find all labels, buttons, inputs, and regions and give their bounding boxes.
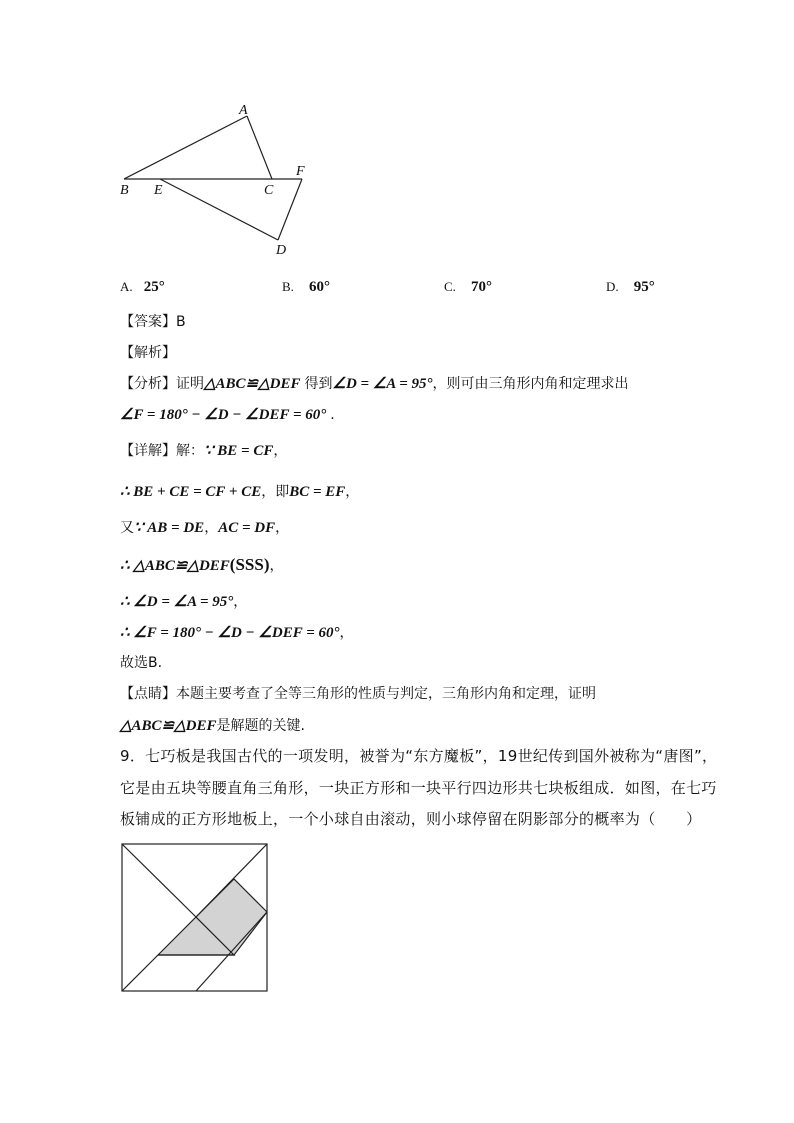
sum-formula: ∴ BE + CE = CF + CE <box>120 484 262 500</box>
option-letter: B. <box>282 279 294 294</box>
congruence-formula: △ABC≌△DEF <box>120 718 217 734</box>
option-d <box>606 276 655 296</box>
detail-line-7: 故选B. <box>120 655 163 671</box>
option-value: 70° <box>471 279 493 295</box>
answer-line <box>120 312 186 332</box>
comment-text: 本题主要考查了全等三角形的性质与判定，三角形内角和定理，证明 <box>176 686 596 702</box>
option-value: 25° <box>143 279 165 295</box>
detail-tag: 【详解】 <box>120 443 176 459</box>
analysis-tag: 【解析】 <box>120 345 176 361</box>
segment-ba <box>124 116 247 179</box>
detail-text: ，即 <box>261 484 290 500</box>
ab-de-formula: ∵ AB = DE <box>134 520 205 536</box>
detail-line-6 <box>120 623 354 643</box>
angle-d-formula: ∴ ∠D = ∠A = 95° <box>120 594 234 610</box>
detail-text: ， <box>204 520 219 536</box>
answer-tag: 【答案】 <box>120 314 176 330</box>
angle-f-formula: ∠F = 180° − ∠D − ∠DEF = 60° <box>120 407 327 423</box>
tangram-line <box>122 955 158 991</box>
detail-text: ， <box>339 625 354 641</box>
option-value: 95° <box>633 279 655 295</box>
comment-text: 是解题的关键. <box>216 718 305 734</box>
label-e: E <box>154 183 163 198</box>
angle-f-formula: ∴ ∠F = 180° − ∠D − ∠DEF = 60° <box>120 625 340 641</box>
fenxi-text: 得到 <box>304 376 333 392</box>
detail-text: ， <box>275 520 290 536</box>
detail-text: 解： <box>176 443 204 459</box>
comment-line-2 <box>120 716 305 736</box>
fenxi-text: 证明 <box>176 376 204 392</box>
label-f: F <box>296 164 305 179</box>
segment-fd <box>278 179 302 240</box>
be-cf-formula: ∵ BE = CF <box>204 443 274 459</box>
option-letter: D. <box>606 279 619 294</box>
angle-formula: ∠D = ∠A = 95° <box>332 376 433 392</box>
detail-line-4 <box>120 555 283 576</box>
detail-text: ， <box>345 484 360 500</box>
detail-line-5 <box>120 592 247 612</box>
detail-text: ， <box>269 558 284 574</box>
bc-ef-formula: BC = EF <box>289 484 346 500</box>
label-d: D <box>276 243 287 258</box>
question-9-line-2: 它是由五块等腰直角三角形，一块正方形和一块平行四边形共七块板组成．如图，在七巧 <box>120 779 717 797</box>
comment-line-1 <box>120 684 596 704</box>
tangram-diagonal <box>122 844 196 917</box>
answer-value: B <box>176 314 186 330</box>
fenxi-line-1 <box>120 374 629 394</box>
option-a <box>120 276 165 296</box>
fenxi-period: . <box>330 407 335 423</box>
ac-df-formula: AC = DF <box>218 520 276 536</box>
option-c <box>444 276 492 296</box>
congruence-formula: ∴ △ABC≌△DEF <box>120 558 230 574</box>
detail-text: 又 <box>120 520 134 536</box>
label-c: C <box>264 183 274 198</box>
detail-line-2 <box>120 482 359 502</box>
detail-text: ， <box>233 594 248 610</box>
comment-tag: 【点睛】 <box>120 686 176 702</box>
detail-line-1 <box>120 441 287 461</box>
segment-ed <box>160 179 278 240</box>
option-value: 60° <box>309 279 331 295</box>
label-a: A <box>239 103 248 118</box>
detail-text: ， <box>273 443 288 459</box>
question-9-line-1: 9．七巧板是我国古代的一项发明，被誉为“东方魔板”，19世纪传到国外被称为“唐图”， <box>120 747 718 765</box>
detail-line-3 <box>120 518 289 538</box>
option-letter: C. <box>444 279 456 294</box>
fenxi-tag: 【分析】 <box>120 376 176 392</box>
triangle-figure <box>110 95 330 265</box>
label-b: B <box>120 183 129 198</box>
sss-label: (SSS) <box>229 555 270 574</box>
question-9-line-3: 板铺成的正方形地板上，一个小球自由滚动，则小球停留在阴影部分的概率为（ ） <box>120 810 702 828</box>
congruence-formula: △ABC≌△DEF <box>204 376 301 392</box>
option-b <box>282 276 330 296</box>
fenxi-line-2 <box>120 405 335 425</box>
fenxi-text: ，则可由三角形内角和定理求出 <box>432 376 629 392</box>
option-letter: A. <box>120 279 133 294</box>
tangram-figure <box>120 842 270 994</box>
segment-ac <box>247 116 272 179</box>
